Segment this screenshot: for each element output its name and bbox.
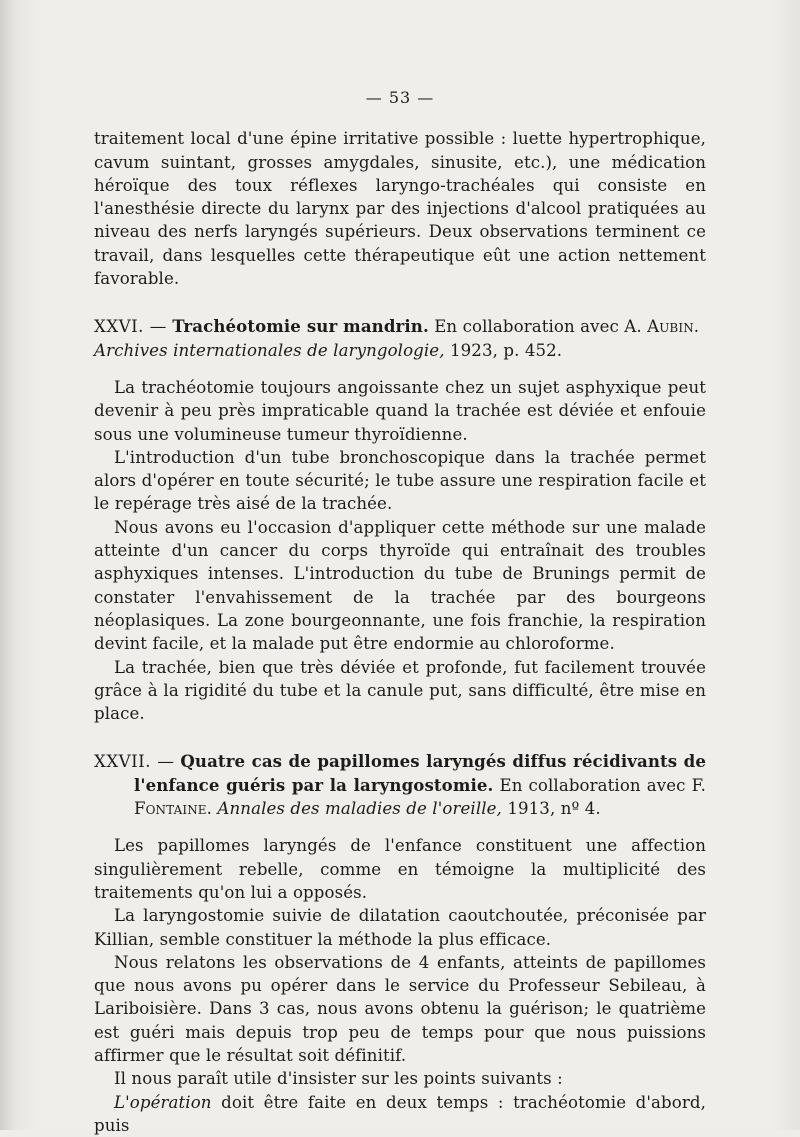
entry-27-paragraph: Nous relatons les observations de 4 enfants, atteints de papillomes que nous avons pu opérer dans le service du Professeur Sebileau, à Lariboisière. Dans 3 cas, nous avons obtenu la guérison; le quatrième est guéri mais depuis trop peu de temps pour que nous puissions affirmer que le résultat soit définitif. <box>94 952 706 1065</box>
entry-26-heading <box>94 315 706 362</box>
entry-27-number: XXVII. — <box>94 752 175 772</box>
text-column <box>94 86 706 1137</box>
page-number: — 53 — <box>365 88 435 107</box>
entry-26-journal: Archives internationales de laryngologie, <box>94 340 445 360</box>
entry-26-paragraph: La trachée, bien que très déviée et profonde, fut facilement trouvée grâce à la rigidité du tube et la canule put, sans difficulté, être mise en place. <box>94 657 706 724</box>
entry-27-citation: 1913, nº 4. <box>507 799 601 819</box>
entry-26-collab-prefix: En collaboration avec A. <box>434 317 642 337</box>
entry-26-citation: 1923, p. 452. <box>449 340 563 360</box>
entry-27-paragraph: Les papillomes laryngés de l'enfance constituent une affection singulièrement rebelle, comme en témoigne la multiplicité des traitements qu'on lui a opposés. <box>94 836 706 902</box>
entry-27-paragraph: La laryngostomie suivie de dilatation caoutchoutée, préconisée par Killian, semble constituer la méthode la plus efficace. <box>94 906 706 949</box>
entry-26-number: XXVI. — <box>94 317 167 337</box>
entry-27-collab-prefix: En collaboration avec F. <box>499 775 706 795</box>
entry-26-collab-name: Aubin. <box>647 317 700 337</box>
entry-27-paragraph: Il nous paraît utile d'insister sur les points suivants : <box>114 1069 563 1089</box>
entry-27-emphasis: L'opération <box>114 1092 212 1112</box>
entry-27-heading <box>94 750 706 820</box>
entry-27-last-paragraph <box>94 1091 706 1137</box>
entry-27-collab-name: Fontaine. <box>134 799 213 819</box>
entry-26-paragraph: Nous avons eu l'occasion d'appliquer cette méthode sur une malade atteinte d'un cancer du corps thyroïde qui entraînait des troubles asphyxiques intenses. L'introduction du tube de Brunings permit de constater l'envahissement de la trachée par des bourgeons néoplasiques. La zone bourgeonnante, une fois franchie, la respiration devint facile, et la malade put être endormie au chloroforme. <box>94 517 706 654</box>
intro-paragraph: traitement local d'une épine irritative possible : luette hypertrophique, cavum suintant, grosses amygdales, sinusite, etc.), une médication héroïque des toux réflexes laryngo-trachéales qui consiste en l'anesthésie directe du larynx par des injections d'alcool pratiquées au niveau des nerfs laryngés supérieurs. Deux observations terminent ce travail, dans lesquelles cette thérapeutique eût une action nettement favorable. <box>94 129 706 289</box>
entry-26-reference <box>94 339 706 362</box>
entry-27-journal: Annales des maladies de l'oreille, <box>217 799 502 819</box>
entry-26-paragraph: L'introduction d'un tube bronchoscopique dans la trachée permet alors d'opérer en toute sécurité; le tube assure une respiration facile et le repérage très aisé de la trachée. <box>94 447 706 514</box>
entry-26-title: Trachéotomie sur mandrin. <box>172 316 429 337</box>
entry-26-paragraph: La trachéotomie toujours angoissante chez un sujet asphyxique peut devenir à peu près impraticable quand la trachée est déviée et enfouie sous une volumineuse tumeur thyroïdienne. <box>94 377 706 444</box>
entry-27-last-line: doit être faite en deux temps : trachéotomie d'abord, puis <box>94 1092 706 1135</box>
entry-27-title: Quatre cas de papillomes laryngés diffus récidivants de l'enfance guéris par la laryngostomie. <box>134 751 706 795</box>
